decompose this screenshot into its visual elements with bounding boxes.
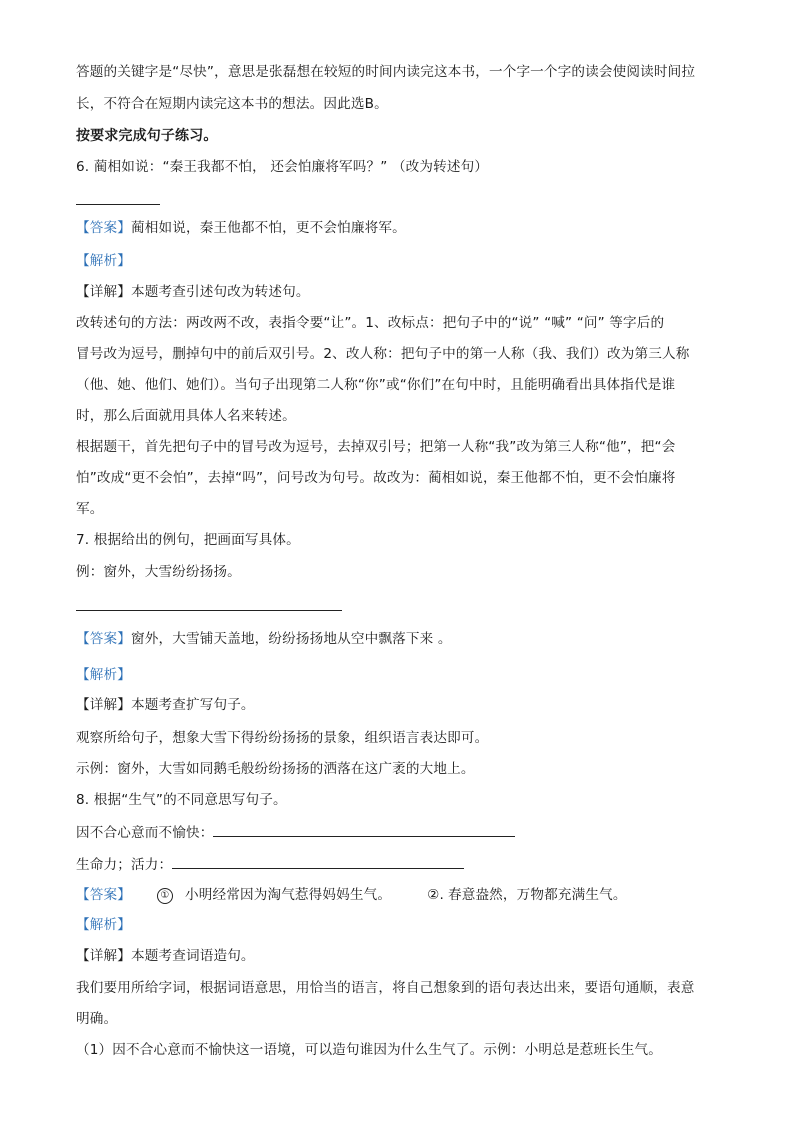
question-6: 6. 蔺相如说：“秦王我都不怕， 还会怕廉将军吗？” （改为转述句） <box>76 159 489 175</box>
text-line: 长，不符合在短期内读完这本书的想法。因此选B。 <box>76 96 388 112</box>
answer-tag: 【答案】 <box>76 887 131 903</box>
answer-row <box>76 629 452 649</box>
analysis-tag: 【解析】 <box>76 253 131 269</box>
detail-text: 本题考查扩写句子。 <box>130 697 255 713</box>
text-line: （1）因不合心意而不愉快这一语境，可以造句谁因为什么生气了。示例：小明总是惹班长生气。 <box>76 1042 663 1058</box>
answer-row <box>76 885 627 905</box>
fill-row <box>76 822 515 843</box>
fill-blank <box>213 822 515 837</box>
text-line: 改转述句的方法：两改两不改，表指令要“让”。1、改标点：把句子中的“说” “喊” “问” 等字后的 <box>76 315 665 331</box>
detail-text: 本题考查词语造句。 <box>130 948 255 964</box>
text-line: 答题的关键字是“尽快”，意思是张磊想在较短的时间内读完这本书，一个字一个字的读会使阅读时间拉 <box>76 64 696 80</box>
answer-text: 窗外，大雪铺天盖地，纷纷扬扬地从空中飘落下来 。 <box>130 631 452 647</box>
text-line: 时，那么后面就用具体人名来转述。 <box>76 408 296 424</box>
text-line: 冒号改为逗号，删掉句中的前后双引号。2、改人称：把句子中的第一人称（我、我们）改为第三人称 <box>76 346 690 362</box>
circled-number-1: ① <box>157 888 173 904</box>
detail-tag: 【详解】 <box>76 948 131 964</box>
text-line: 明确。 <box>76 1011 118 1027</box>
detail-tag: 【详解】 <box>76 284 131 300</box>
question-8: 8. 根据“生气”的不同意思写句子。 <box>76 792 287 808</box>
fill-blank <box>172 854 464 869</box>
text-line: 怕”改成“更不会怕”，去掉“吗”，问号改为句号。故改为：蔺相如说，秦王他都不怕，更不会怕廉将 <box>76 470 676 486</box>
circled-number-2: ②. <box>427 887 444 903</box>
example-line: 例：窗外，大雪纷纷扬扬。 <box>76 564 241 580</box>
answer-text: 蔺相如说，秦王他都不怕，更不会怕廉将军。 <box>130 220 406 236</box>
analysis-tag: 【解析】 <box>76 667 131 683</box>
answer-blank-line <box>76 610 342 611</box>
text-line: 根据题干，首先把句子中的冒号改为逗号，去掉双引号；把第一人称“我”改为第三人称“他”，把“会 <box>76 439 676 455</box>
section-title: 按要求完成句子练习。 <box>76 128 218 144</box>
answer-text: 小明经常因为淘气惹得妈妈生气。 <box>184 887 392 903</box>
fill-label: 因不合心意而不愉快： <box>76 825 214 841</box>
fill-label: 生命力；活力： <box>76 857 173 873</box>
text-line: 军。 <box>76 501 104 517</box>
detail-text: 本题考查引述句改为转述句。 <box>130 284 310 300</box>
detail-tag: 【详解】 <box>76 697 131 713</box>
text-line: 示例：窗外，大雪如同鹅毛般纷纷扬扬的洒落在这广袤的大地上。 <box>76 761 475 777</box>
detail-row <box>76 282 310 302</box>
text-line: （他、她、他们、她们）。当句子出现第二人称“你”或“你们”在句中时，且能明确看出具体指代是谁 <box>76 377 676 393</box>
answer-row <box>76 218 406 238</box>
answer-tag: 【答案】 <box>76 631 131 647</box>
text-line: 我们要用所给字词，根据词语意思，用恰当的语言，将自己想象到的语句表达出来，要语句通顺，表意 <box>76 980 695 996</box>
answer-tag: 【答案】 <box>76 220 131 236</box>
answer-blank-line <box>76 204 160 205</box>
analysis-tag: 【解析】 <box>76 917 131 933</box>
fill-row <box>76 854 464 875</box>
answer-text: 春意盎然，万物都充满生气。 <box>447 887 627 903</box>
text-line: 观察所给句子，想象大雪下得纷纷扬扬的景象，组织语言表达即可。 <box>76 730 489 746</box>
detail-row <box>76 946 255 966</box>
question-7: 7. 根据给出的例句，把画面写具体。 <box>76 532 300 548</box>
detail-row <box>76 695 255 715</box>
